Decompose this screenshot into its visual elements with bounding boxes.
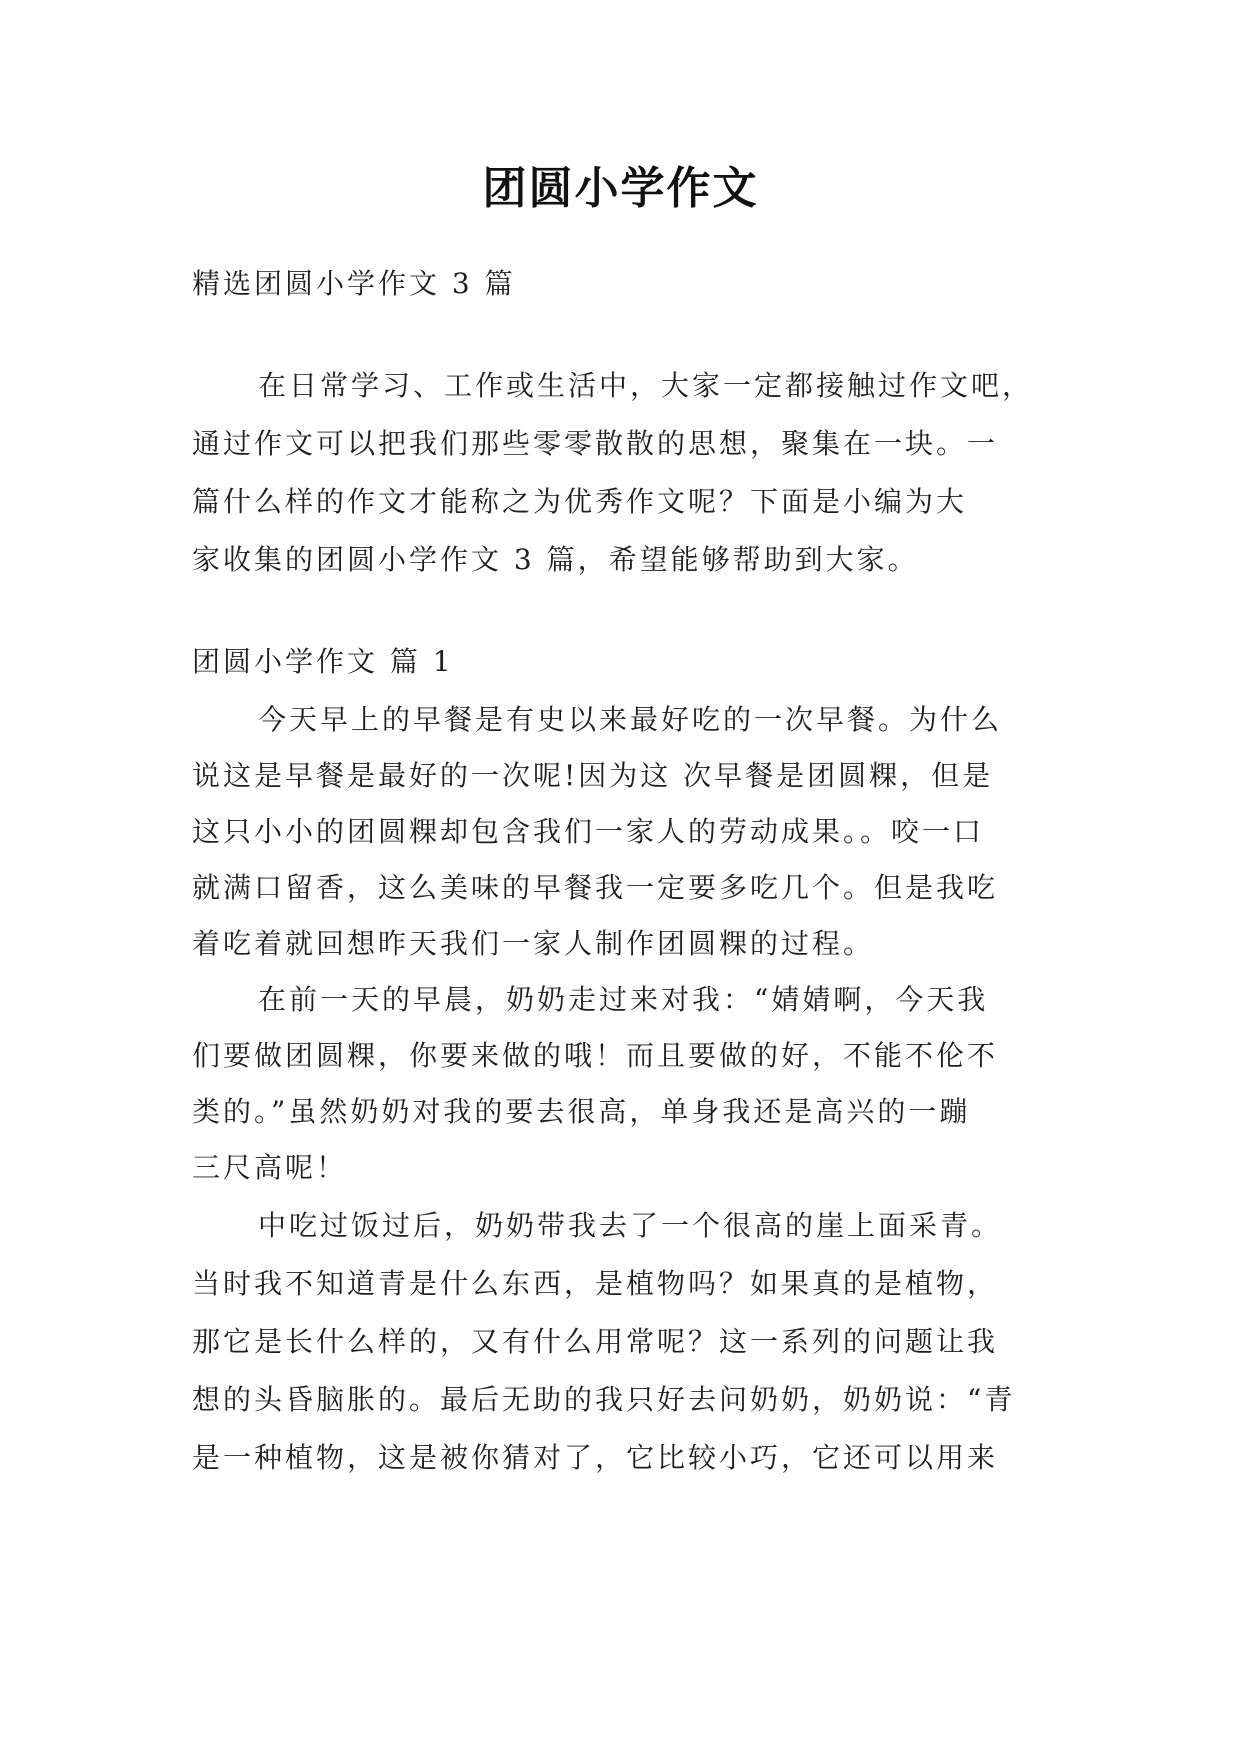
paragraph-line: 那它是长什么样的，又有什么用常呢？这一系列的问题让我 [192, 1325, 999, 1358]
paragraph-line: 是一种植物，这是被你猜对了，它比较小巧，它还可以用来 [192, 1441, 999, 1474]
intro-line: 通过作文可以把我们那些零零散散的思想，聚集在一块。一 [192, 427, 999, 460]
essay-heading: 团圆小学作文 篇 1 [192, 645, 454, 678]
paragraph-line: 三尺高呢！ [192, 1151, 348, 1184]
paragraph-line: 类的。”虽然奶奶对我的要去很高，单身我还是高兴的一蹦 [192, 1095, 971, 1128]
subtitle: 精选团圆小学作文 3 篇 [192, 267, 516, 300]
paragraph-line: 今天早上的早餐是有史以来最好吃的一次早餐。为什么 [258, 703, 1003, 736]
document-title: 团圆小学作文 [482, 163, 759, 214]
paragraph-line: 说这是早餐是最好的一次呢!因为这 次早餐是团圆粿，但是 [192, 759, 994, 792]
paragraph-line: 在前一天的早晨，奶奶走过来对我：“婧婧啊，今天我 [258, 983, 989, 1016]
paragraph-line: 当时我不知道青是什么东西，是植物吗？如果真的是植物， [192, 1267, 999, 1300]
paragraph-line: 们要做团圆粿，你要来做的哦！而且要做的好，不能不伦不 [192, 1039, 999, 1072]
paragraph-line: 想的头昏脑胀的。最后无助的我只好去问奶奶，奶奶说：“青 [192, 1383, 1016, 1416]
paragraph-line: 这只小小的团圆粿却包含我们一家人的劳动成果。。咬一口 [192, 815, 985, 848]
intro-line: 家收集的团圆小学作文 3 篇，希望能够帮助到大家。 [192, 543, 919, 576]
paragraph-line: 就满口留香，这么美味的早餐我一定要多吃几个。但是我吃 [192, 871, 999, 904]
intro-line: 在日常学习、工作或生活中，大家一定都接触过作文吧， [258, 369, 1034, 402]
intro-line: 篇什么样的作文才能称之为优秀作文呢？下面是小编为大 [192, 485, 968, 518]
paragraph-line: 中吃过饭过后，奶奶带我去了一个很高的崖上面采青。 [258, 1209, 1003, 1242]
paragraph-line: 着吃着就回想昨天我们一家人制作团圆粿的过程。 [192, 927, 875, 960]
